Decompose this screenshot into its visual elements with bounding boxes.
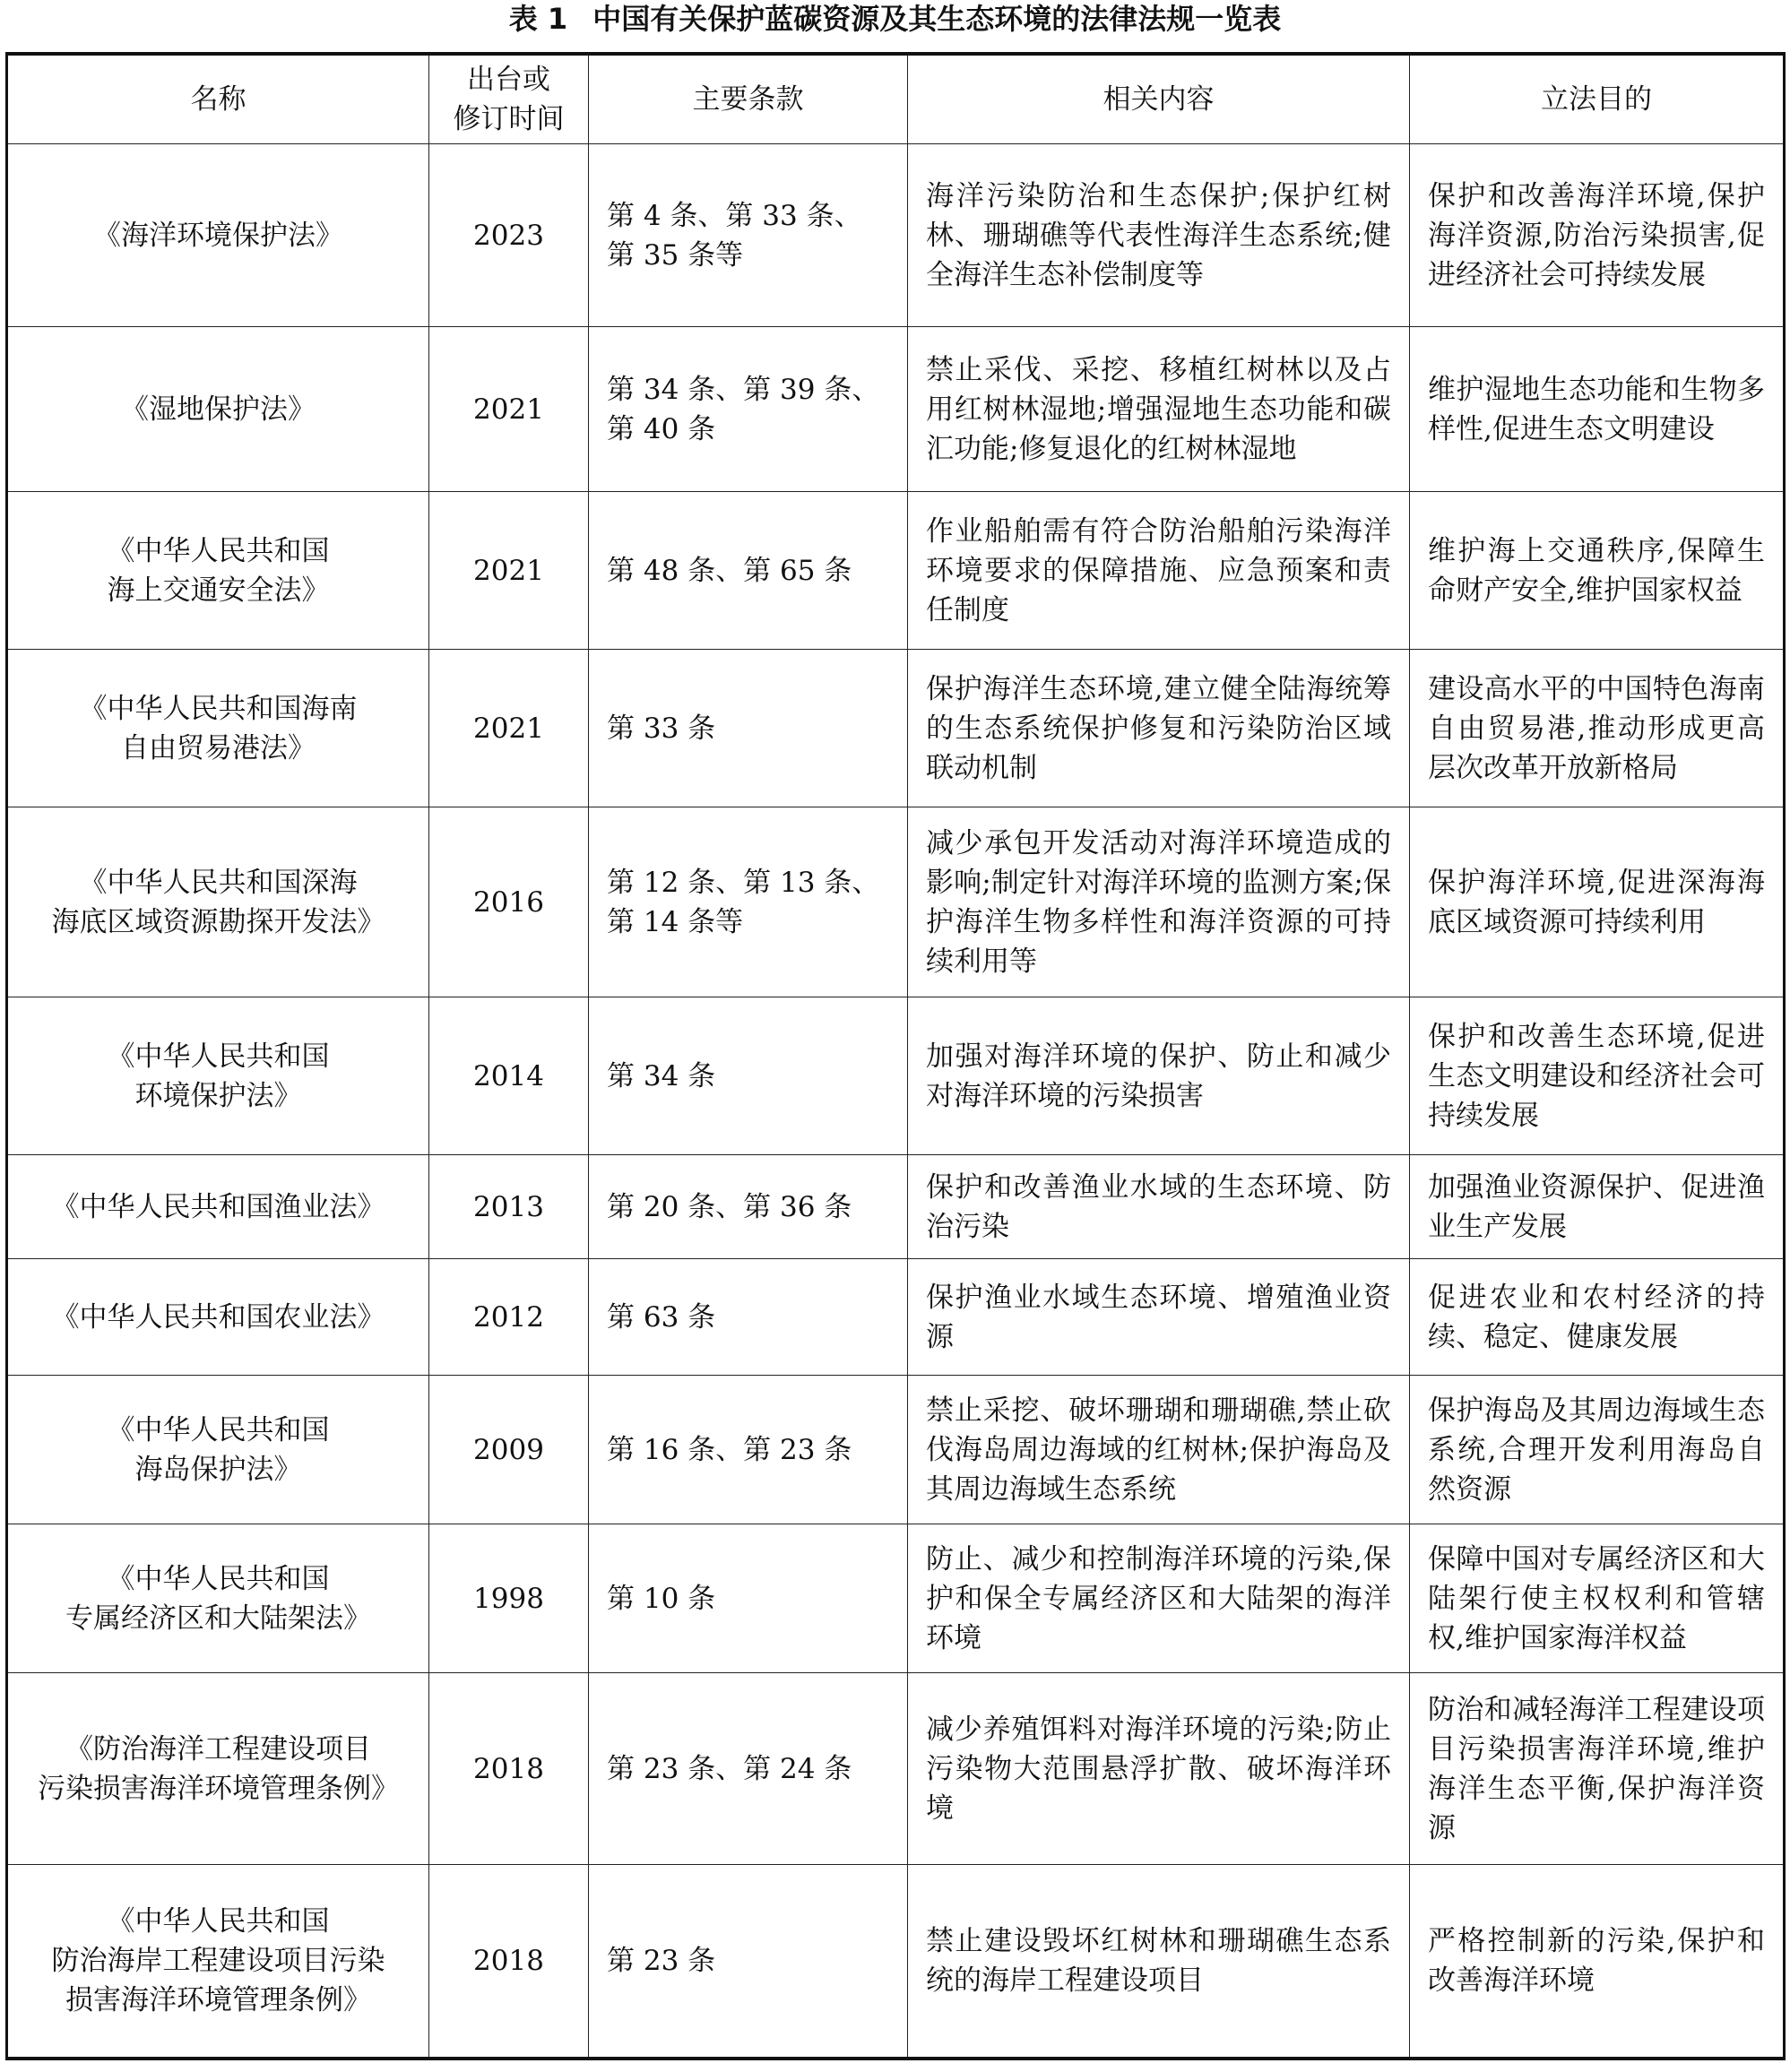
clauses-cell: 第 10 条 bbox=[589, 1524, 908, 1673]
purpose-cell: 保护海岛及其周边海域生态系统,合理开发利用海岛自然资源 bbox=[1410, 1376, 1785, 1524]
clauses-cell: 第 23 条、第 24 条 bbox=[589, 1673, 908, 1865]
table-row bbox=[7, 1155, 1785, 1259]
law-name-cell: 《中华人民共和国 海上交通安全法》 bbox=[7, 492, 429, 650]
purpose-cell: 维护海上交通秩序,保障生命财产安全,维护国家权益 bbox=[1410, 492, 1785, 650]
table-row bbox=[7, 807, 1785, 997]
year-cell: 1998 bbox=[429, 1524, 589, 1673]
purpose-cell: 严格控制新的污染,保护和改善海洋环境 bbox=[1410, 1865, 1785, 2059]
table-row bbox=[7, 650, 1785, 807]
clauses-cell: 第 12 条、第 13 条、 第 14 条等 bbox=[589, 807, 908, 997]
law-name-cell: 《中华人民共和国 环境保护法》 bbox=[7, 997, 429, 1155]
year-cell: 2018 bbox=[429, 1865, 589, 2059]
year-cell: 2013 bbox=[429, 1155, 589, 1259]
clauses-cell: 第 34 条 bbox=[589, 997, 908, 1155]
purpose-cell: 保护海洋环境,促进深海海底区域资源可持续利用 bbox=[1410, 807, 1785, 997]
clauses-cell: 第 48 条、第 65 条 bbox=[589, 492, 908, 650]
clauses-cell: 第 23 条 bbox=[589, 1865, 908, 2059]
table-row bbox=[7, 327, 1785, 492]
purpose-cell: 保护和改善海洋环境,保护海洋资源,防治污染损害,促进经济社会可持续发展 bbox=[1410, 144, 1785, 327]
year-cell: 2009 bbox=[429, 1376, 589, 1524]
table-row bbox=[7, 1259, 1785, 1376]
law-name-cell: 《中华人民共和国 防治海岸工程建设项目污染 损害海洋环境管理条例》 bbox=[7, 1865, 429, 2059]
header-name: 名称 bbox=[7, 54, 429, 144]
table-number: 表 1 bbox=[508, 2, 568, 36]
content-cell: 保护渔业水域生态环境、增殖渔业资源 bbox=[908, 1259, 1410, 1376]
purpose-cell: 加强渔业资源保护、促进渔业生产发展 bbox=[1410, 1155, 1785, 1259]
table-row bbox=[7, 1376, 1785, 1524]
header-clauses: 主要条款 bbox=[589, 54, 908, 144]
clauses-cell: 第 63 条 bbox=[589, 1259, 908, 1376]
table-caption: 中国有关保护蓝碳资源及其生态环境的法律法规一览表 bbox=[592, 2, 1282, 36]
purpose-cell: 促进农业和农村经济的持续、稳定、健康发展 bbox=[1410, 1259, 1785, 1376]
content-cell: 禁止采伐、采挖、移植红树林以及占用红树林湿地;增强湿地生态功能和碳汇功能;修复退化的红树林湿地 bbox=[908, 327, 1410, 492]
table-row bbox=[7, 492, 1785, 650]
table-title bbox=[0, 0, 1790, 52]
content-cell: 禁止采挖、破坏珊瑚和珊瑚礁,禁止砍伐海岛周边海域的红树林;保护海岛及其周边海域生态系统 bbox=[908, 1376, 1410, 1524]
content-cell: 作业船舶需有符合防治船舶污染海洋环境要求的保障措施、应急预案和责任制度 bbox=[908, 492, 1410, 650]
content-cell: 保护海洋生态环境,建立健全陆海统筹的生态系统保护修复和污染防治区域联动机制 bbox=[908, 650, 1410, 807]
law-name-cell: 《中华人民共和国海南 自由贸易港法》 bbox=[7, 650, 429, 807]
header-year: 出台或 修订时间 bbox=[429, 54, 589, 144]
clauses-cell: 第 4 条、第 33 条、 第 35 条等 bbox=[589, 144, 908, 327]
purpose-cell: 保护和改善生态环境,促进生态文明建设和经济社会可持续发展 bbox=[1410, 997, 1785, 1155]
table-row bbox=[7, 1673, 1785, 1865]
content-cell: 减少养殖饵料对海洋环境的污染;防止污染物大范围悬浮扩散、破坏海洋环境 bbox=[908, 1673, 1410, 1865]
law-name-cell: 《中华人民共和国 海岛保护法》 bbox=[7, 1376, 429, 1524]
purpose-cell: 防治和减轻海洋工程建设项目污染损害海洋环境,维护海洋生态平衡,保护海洋资源 bbox=[1410, 1673, 1785, 1865]
clauses-cell: 第 16 条、第 23 条 bbox=[589, 1376, 908, 1524]
year-cell: 2021 bbox=[429, 650, 589, 807]
law-name-cell: 《中华人民共和国深海 海底区域资源勘探开发法》 bbox=[7, 807, 429, 997]
header-row bbox=[7, 54, 1785, 144]
clauses-cell: 第 20 条、第 36 条 bbox=[589, 1155, 908, 1259]
purpose-cell: 建设高水平的中国特色海南自由贸易港,推动形成更高层次改革开放新格局 bbox=[1410, 650, 1785, 807]
content-cell: 海洋污染防治和生态保护;保护红树林、珊瑚礁等代表性海洋生态系统;健全海洋生态补偿制度等 bbox=[908, 144, 1410, 327]
table-row bbox=[7, 1524, 1785, 1673]
year-cell: 2016 bbox=[429, 807, 589, 997]
content-cell: 保护和改善渔业水域的生态环境、防治污染 bbox=[908, 1155, 1410, 1259]
year-cell: 2021 bbox=[429, 492, 589, 650]
clauses-cell: 第 33 条 bbox=[589, 650, 908, 807]
content-cell: 禁止建设毁坏红树林和珊瑚礁生态系统的海岸工程建设项目 bbox=[908, 1865, 1410, 2059]
purpose-cell: 保障中国对专属经济区和大陆架行使主权权利和管辖权,维护国家海洋权益 bbox=[1410, 1524, 1785, 1673]
table-row bbox=[7, 997, 1785, 1155]
law-name-cell: 《湿地保护法》 bbox=[7, 327, 429, 492]
table-row bbox=[7, 144, 1785, 327]
year-cell: 2023 bbox=[429, 144, 589, 327]
laws-table bbox=[5, 52, 1786, 2060]
law-name-cell: 《海洋环境保护法》 bbox=[7, 144, 429, 327]
law-name-cell: 《中华人民共和国农业法》 bbox=[7, 1259, 429, 1376]
header-purpose: 立法目的 bbox=[1410, 54, 1785, 144]
table-row bbox=[7, 1865, 1785, 2059]
law-name-cell: 《中华人民共和国 专属经济区和大陆架法》 bbox=[7, 1524, 429, 1673]
year-cell: 2018 bbox=[429, 1673, 589, 1865]
year-cell: 2012 bbox=[429, 1259, 589, 1376]
law-name-cell: 《中华人民共和国渔业法》 bbox=[7, 1155, 429, 1259]
year-cell: 2014 bbox=[429, 997, 589, 1155]
header-content: 相关内容 bbox=[908, 54, 1410, 144]
year-cell: 2021 bbox=[429, 327, 589, 492]
content-cell: 减少承包开发活动对海洋环境造成的影响;制定针对海洋环境的监测方案;保护海洋生物多样性和海洋资源的可持续利用等 bbox=[908, 807, 1410, 997]
law-name-cell: 《防治海洋工程建设项目 污染损害海洋环境管理条例》 bbox=[7, 1673, 429, 1865]
content-cell: 防止、减少和控制海洋环境的污染,保护和保全专属经济区和大陆架的海洋环境 bbox=[908, 1524, 1410, 1673]
purpose-cell: 维护湿地生态功能和生物多样性,促进生态文明建设 bbox=[1410, 327, 1785, 492]
clauses-cell: 第 34 条、第 39 条、 第 40 条 bbox=[589, 327, 908, 492]
content-cell: 加强对海洋环境的保护、防止和减少对海洋环境的污染损害 bbox=[908, 997, 1410, 1155]
